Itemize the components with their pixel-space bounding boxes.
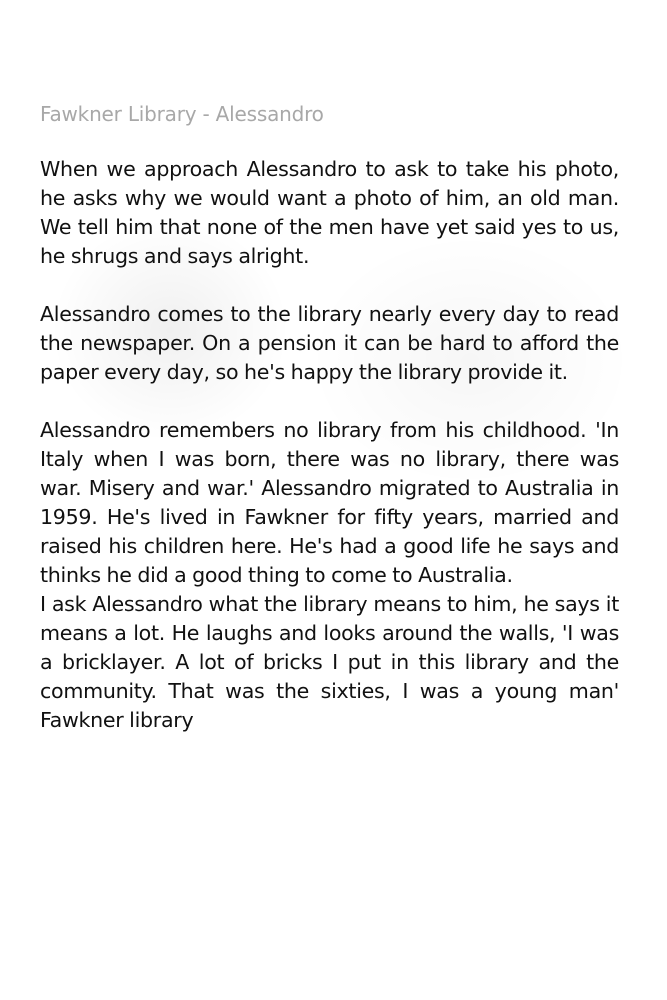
page-title: Fawkner Library - Alessandro — [40, 102, 324, 126]
paragraph-newspaper: Alessandro comes to the library nearly every day to read the newspaper. On a pension it can be hard to afford the paper every day, so he's happy the library provide it. — [40, 302, 619, 384]
story-body — [40, 155, 619, 735]
paragraph-childhood: Alessandro remembers no library from his childhood. 'In Italy when I was born, there was no library, there was war. Misery and war.' Alessandro migrated to Australia in 1959. He's lived in Fawkner for fifty years, married and raised his children here. He's had a good life he says and thinks he did a good thing to come to Australia. — [40, 418, 619, 587]
paragraph-library-meaning: I ask Alessandro what the library means to him, he says it means a lot. He laughs and looks around the walls, 'I was a bricklayer. A lot of bricks I put in this library and the community. That was the sixties, I was a young man' Fawkner library — [40, 592, 619, 732]
paragraph-intro: When we approach Alessandro to ask to take his photo, he asks why we would want a photo of him, an old man. We tell him that none of the men have yet said yes to us, he shrugs and says alright. — [40, 157, 619, 268]
